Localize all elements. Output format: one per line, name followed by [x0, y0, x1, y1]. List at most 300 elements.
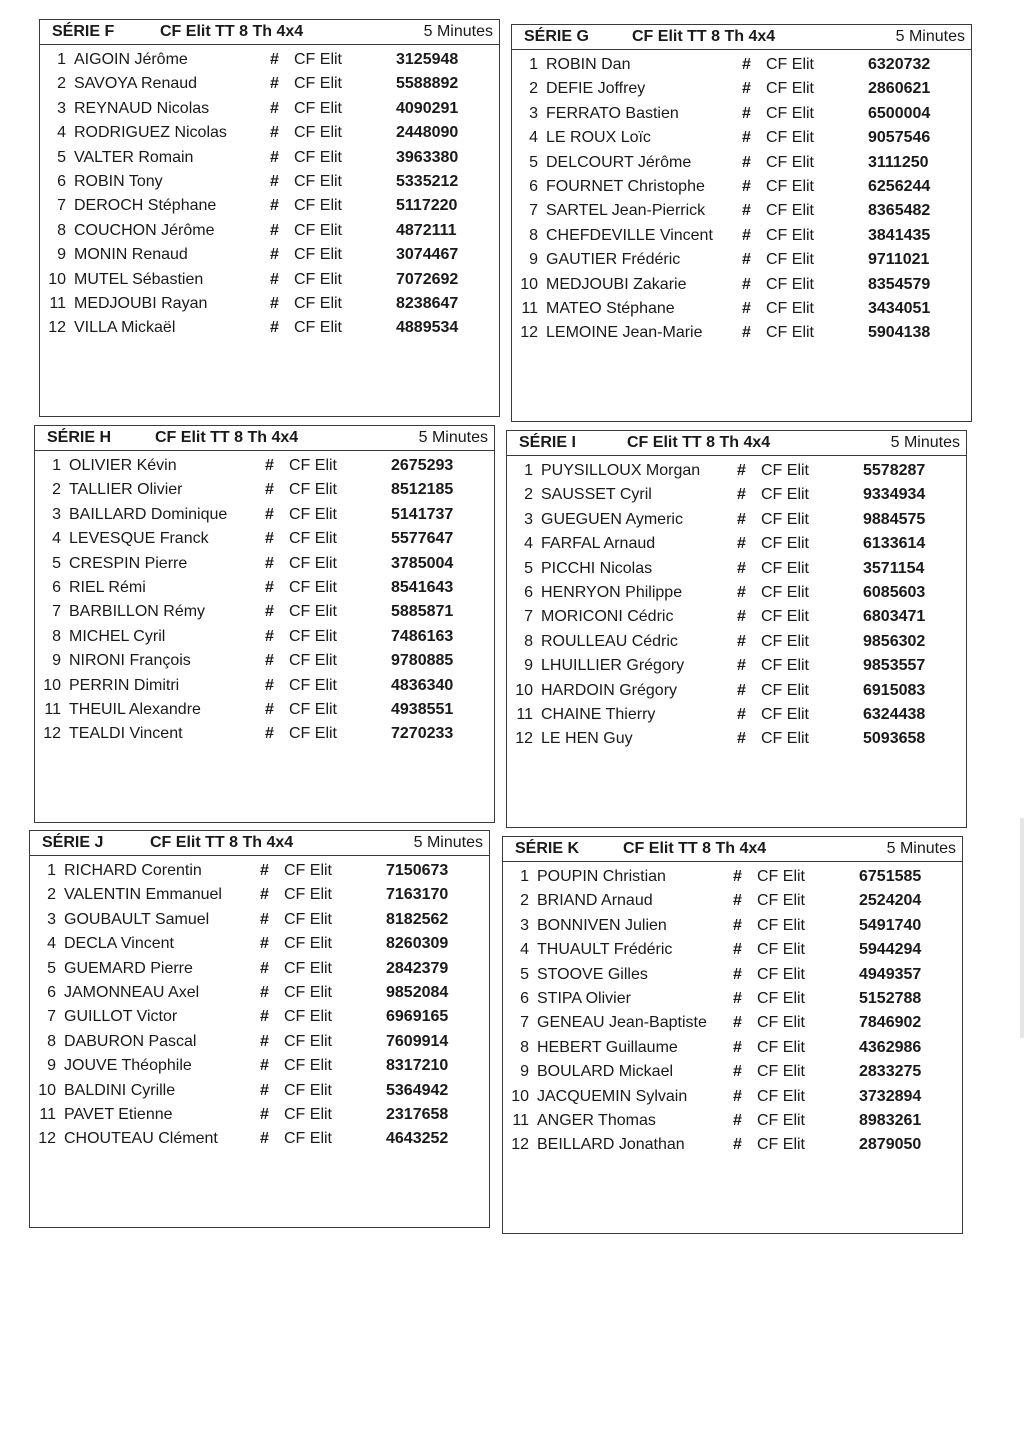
player-license: 7609914: [386, 1032, 449, 1050]
player-hash: #: [737, 632, 746, 650]
player-row: [507, 631, 966, 655]
player-number: 4: [57, 124, 66, 142]
player-club: CF Elit: [757, 1087, 805, 1105]
player-license: 8354579: [868, 275, 931, 293]
player-club: CF Elit: [757, 1038, 805, 1056]
player-name: COUCHON Jérôme: [74, 221, 215, 239]
player-number: 1: [520, 868, 529, 885]
player-license: 9856302: [863, 632, 926, 650]
player-club: CF Elit: [284, 1008, 332, 1026]
player-row: [35, 553, 494, 577]
player-club: CF Elit: [284, 1130, 332, 1148]
player-name: GOUBAULT Samuel: [64, 910, 210, 928]
player-club: CF Elit: [757, 1014, 805, 1032]
player-hash: #: [270, 319, 279, 337]
player-name: MEDJOUBI Rayan: [74, 294, 208, 312]
page-edge-shadow: [1020, 818, 1024, 1038]
player-row: [30, 933, 489, 957]
player-number: 10: [48, 270, 66, 288]
player-number: 4: [47, 935, 56, 953]
player-hash: #: [737, 681, 746, 699]
player-name: JACQUEMIN Sylvain: [537, 1087, 688, 1105]
player-name: THEUIL Alexandre: [69, 700, 201, 718]
player-club: CF Elit: [289, 505, 337, 523]
player-license: 2317658: [386, 1105, 449, 1123]
player-hash: #: [260, 1032, 269, 1050]
series-title: SÉRIE I: [519, 434, 576, 451]
series-duration: 5 Minutes: [886, 840, 956, 857]
player-hash: #: [260, 983, 269, 1001]
player-row: [503, 1086, 962, 1110]
player-hash: #: [742, 129, 751, 147]
player-row: [35, 626, 494, 650]
player-number: 5: [524, 559, 533, 577]
series-box-f: [39, 19, 500, 417]
player-license: 4362986: [859, 1038, 922, 1056]
player-name: HARDOIN Grégory: [541, 681, 678, 699]
player-row: [512, 200, 971, 224]
player-hash: #: [733, 916, 742, 934]
player-hash: #: [260, 1008, 269, 1026]
player-club: CF Elit: [761, 657, 809, 675]
player-number: 5: [529, 153, 538, 171]
player-name: BAILLARD Dominique: [69, 505, 228, 523]
player-name: MICHEL Cyril: [69, 627, 166, 645]
player-number: 4: [524, 535, 533, 553]
player-license: 3963380: [396, 148, 459, 166]
player-row: [503, 964, 962, 988]
player-license: 4949357: [859, 965, 922, 983]
player-license: 5578287: [863, 462, 926, 479]
player-club: CF Elit: [761, 535, 809, 553]
player-hash: #: [265, 578, 274, 596]
player-list: [507, 456, 966, 753]
player-club: CF Elit: [757, 941, 805, 959]
series-box-i: [506, 430, 967, 828]
series-box-g: [511, 24, 972, 422]
player-name: RICHARD Corentin: [64, 862, 202, 879]
player-name: STIPA Olivier: [537, 989, 631, 1007]
player-number: 6: [57, 172, 66, 190]
player-row: [512, 225, 971, 249]
player-license: 9057546: [868, 129, 931, 147]
player-number: 10: [515, 681, 533, 699]
player-row: [512, 78, 971, 102]
player-hash: #: [265, 481, 274, 499]
series-box-j: [29, 830, 490, 1228]
player-hash: #: [742, 251, 751, 269]
player-hash: #: [270, 221, 279, 239]
player-club: CF Elit: [289, 652, 337, 670]
player-hash: #: [742, 324, 751, 342]
player-number: 11: [39, 1105, 56, 1123]
player-hash: #: [265, 530, 274, 548]
player-license: 5944294: [859, 941, 922, 959]
player-number: 4: [52, 530, 61, 548]
player-number: 7: [520, 1014, 529, 1032]
player-row: [40, 122, 499, 146]
player-name: NIRONI François: [69, 652, 191, 670]
player-license: 6320732: [868, 56, 931, 73]
player-number: 3: [529, 104, 538, 122]
player-license: 6751585: [859, 868, 922, 885]
player-club: CF Elit: [284, 1057, 332, 1075]
player-club: CF Elit: [294, 270, 342, 288]
player-number: 11: [49, 294, 66, 312]
player-hash: #: [733, 1111, 742, 1129]
player-club: CF Elit: [284, 959, 332, 977]
player-number: 12: [38, 1130, 56, 1148]
player-hash: #: [737, 559, 746, 577]
player-hash: #: [265, 652, 274, 670]
player-number: 2: [47, 886, 56, 904]
player-row: [30, 958, 489, 982]
player-name: CRESPIN Pierre: [69, 554, 188, 572]
player-hash: #: [260, 1130, 269, 1148]
player-row: [512, 152, 971, 176]
player-club: CF Elit: [289, 603, 337, 621]
player-name: BONNIVEN Julien: [537, 916, 667, 934]
player-license: 4889534: [396, 319, 459, 337]
player-name: FOURNET Christophe: [546, 177, 705, 195]
player-club: CF Elit: [284, 983, 332, 1001]
player-license: 5577647: [391, 530, 454, 548]
player-club: CF Elit: [761, 462, 809, 479]
player-name: LHUILLIER Grégory: [541, 657, 685, 675]
player-club: CF Elit: [757, 965, 805, 983]
player-license: 5491740: [859, 916, 922, 934]
series-title: SÉRIE K: [515, 840, 580, 857]
player-hash: #: [265, 700, 274, 718]
player-hash: #: [733, 965, 742, 983]
player-row: [507, 509, 966, 533]
player-hash: #: [742, 104, 751, 122]
player-hash: #: [742, 80, 751, 98]
player-name: BRIAND Arnaud: [537, 892, 653, 910]
player-club: CF Elit: [289, 530, 337, 548]
player-license: 9853557: [863, 657, 926, 675]
player-row: [507, 484, 966, 508]
player-hash: #: [270, 294, 279, 312]
player-name: DEROCH Stéphane: [74, 197, 217, 215]
player-hash: #: [737, 657, 746, 675]
player-hash: #: [737, 608, 746, 626]
player-name: DELCOURT Jérôme: [546, 153, 692, 171]
player-name: SAUSSET Cyril: [541, 486, 652, 504]
series-category: CF Elit TT 8 Th 4x4: [150, 834, 294, 851]
player-hash: #: [737, 705, 746, 723]
player-license: 5885871: [391, 603, 454, 621]
player-number: 5: [520, 965, 529, 983]
series-header: [503, 837, 962, 862]
player-number: 6: [524, 583, 533, 601]
player-license: 9884575: [863, 510, 926, 528]
player-name: PAVET Etienne: [64, 1105, 173, 1123]
player-club: CF Elit: [761, 510, 809, 528]
player-name: RIEL Rémi: [69, 578, 146, 596]
player-row: [30, 1080, 489, 1104]
series-duration: 5 Minutes: [890, 434, 960, 451]
player-row: [512, 274, 971, 298]
player-club: CF Elit: [289, 700, 337, 718]
player-name: HENRYON Philippe: [541, 583, 683, 601]
player-club: CF Elit: [294, 221, 342, 239]
player-row: [503, 1061, 962, 1085]
player-club: CF Elit: [294, 124, 342, 142]
player-number: 9: [529, 251, 538, 269]
player-hash: #: [742, 202, 751, 220]
player-license: 3125948: [396, 51, 459, 68]
player-license: 4872111: [396, 221, 457, 239]
player-name: DECLA Vincent: [64, 935, 174, 953]
player-name: BEILLARD Jonathan: [537, 1136, 685, 1154]
player-row: [35, 479, 494, 503]
player-hash: #: [733, 941, 742, 959]
player-number: 2: [52, 481, 61, 499]
player-license: 2675293: [391, 457, 454, 474]
player-row: [507, 728, 966, 752]
player-number: 9: [47, 1057, 56, 1075]
player-name: REYNAUD Nicolas: [74, 99, 210, 117]
player-license: 8182562: [386, 910, 449, 928]
series-duration: 5 Minutes: [418, 429, 488, 446]
player-hash: #: [737, 535, 746, 553]
player-hash: #: [737, 510, 746, 528]
player-number: 12: [515, 730, 533, 748]
player-hash: #: [270, 51, 279, 68]
player-row: [512, 127, 971, 151]
player-name: GAUTIER Frédéric: [546, 251, 681, 269]
player-name: LEMOINE Jean-Marie: [546, 324, 703, 342]
player-club: CF Elit: [757, 868, 805, 885]
player-number: 3: [47, 910, 56, 928]
player-hash: #: [265, 554, 274, 572]
player-hash: #: [265, 627, 274, 645]
player-club: CF Elit: [294, 99, 342, 117]
series-title: SÉRIE J: [42, 834, 104, 851]
player-number: 3: [520, 916, 529, 934]
player-name: DEFIE Joffrey: [546, 80, 646, 98]
player-row: [507, 655, 966, 679]
player-name: VALENTIN Emmanuel: [64, 886, 222, 904]
player-hash: #: [733, 989, 742, 1007]
player-club: CF Elit: [766, 226, 814, 244]
player-number: 12: [48, 319, 66, 337]
player-name: ROBIN Dan: [546, 56, 631, 73]
player-number: 1: [529, 56, 538, 73]
player-number: 10: [38, 1081, 56, 1099]
player-club: CF Elit: [284, 910, 332, 928]
player-name: GUEMARD Pierre: [64, 959, 193, 977]
player-hash: #: [270, 246, 279, 264]
player-number: 9: [520, 1063, 529, 1081]
player-row: [35, 601, 494, 625]
player-license: 5093658: [863, 730, 926, 748]
player-number: 11: [44, 700, 61, 718]
player-name: CHAINE Thierry: [541, 705, 656, 723]
player-row: [30, 1031, 489, 1055]
player-number: 3: [52, 505, 61, 523]
player-number: 11: [516, 705, 533, 723]
player-club: CF Elit: [766, 80, 814, 98]
player-license: 7150673: [386, 862, 449, 879]
player-row: [512, 249, 971, 273]
player-name: OLIVIER Kévin: [69, 457, 177, 474]
player-row: [503, 866, 962, 890]
player-row: [503, 1110, 962, 1134]
player-license: 5904138: [868, 324, 931, 342]
player-name: JAMONNEAU Axel: [64, 983, 200, 1001]
player-name: LEVESQUE Franck: [69, 530, 209, 548]
player-number: 11: [521, 299, 538, 317]
player-row: [503, 915, 962, 939]
player-row: [35, 723, 494, 747]
player-club: CF Elit: [294, 197, 342, 215]
player-number: 7: [529, 202, 538, 220]
player-hash: #: [270, 99, 279, 117]
player-row: [40, 293, 499, 317]
player-club: CF Elit: [757, 916, 805, 934]
player-number: 12: [511, 1136, 529, 1154]
player-row: [40, 220, 499, 244]
player-hash: #: [733, 868, 742, 885]
player-name: PICCHI Nicolas: [541, 559, 653, 577]
player-license: 3434051: [868, 299, 931, 317]
player-row: [503, 988, 962, 1012]
player-number: 3: [524, 510, 533, 528]
player-name: LE HEN Guy: [541, 730, 633, 748]
series-title: SÉRIE H: [47, 429, 112, 446]
player-hash: #: [742, 153, 751, 171]
player-license: 3571154: [863, 559, 925, 577]
player-name: VALTER Romain: [74, 148, 194, 166]
player-number: 3: [57, 99, 66, 117]
player-license: 3785004: [391, 554, 454, 572]
player-club: CF Elit: [761, 681, 809, 699]
player-license: 2448090: [396, 124, 459, 142]
player-club: CF Elit: [766, 56, 814, 73]
player-license: 9852084: [386, 983, 449, 1001]
player-name: MONIN Renaud: [74, 246, 188, 264]
player-hash: #: [733, 892, 742, 910]
player-number: 11: [512, 1111, 529, 1129]
player-club: CF Elit: [761, 559, 809, 577]
player-club: CF Elit: [757, 1111, 805, 1129]
player-name: MUTEL Sébastien: [74, 270, 204, 288]
player-club: CF Elit: [289, 676, 337, 694]
player-hash: #: [265, 725, 274, 743]
player-number: 12: [520, 324, 538, 342]
series-header: [30, 831, 489, 856]
player-name: CHOUTEAU Clément: [64, 1130, 218, 1148]
player-name: PERRIN Dimitri: [69, 676, 180, 694]
player-hash: #: [260, 959, 269, 977]
player-license: 8512185: [391, 481, 454, 499]
player-number: 5: [47, 959, 56, 977]
player-number: 8: [52, 627, 61, 645]
player-license: 8317210: [386, 1057, 449, 1075]
series-category: CF Elit TT 8 Th 4x4: [155, 429, 299, 446]
player-club: CF Elit: [284, 1081, 332, 1099]
player-row: [512, 54, 971, 78]
player-list: [512, 50, 971, 347]
player-license: 9334934: [863, 486, 926, 504]
player-row: [40, 244, 499, 268]
player-club: CF Elit: [766, 153, 814, 171]
player-row: [35, 650, 494, 674]
player-hash: #: [733, 1087, 742, 1105]
player-license: 4836340: [391, 676, 454, 694]
player-license: 6085603: [863, 583, 926, 601]
player-club: CF Elit: [757, 892, 805, 910]
player-license: 2860621: [868, 80, 931, 98]
player-club: CF Elit: [757, 1063, 805, 1081]
player-row: [507, 704, 966, 728]
player-license: 6324438: [863, 705, 926, 723]
player-license: 2833275: [859, 1063, 922, 1081]
player-row: [503, 890, 962, 914]
player-name: GUEGUEN Aymeric: [541, 510, 683, 528]
series-title: SÉRIE F: [52, 23, 115, 40]
player-license: 3841435: [868, 226, 931, 244]
player-license: 5141737: [391, 505, 454, 523]
player-row: [35, 577, 494, 601]
player-license: 4938551: [391, 700, 454, 718]
player-hash: #: [270, 148, 279, 166]
player-row: [40, 73, 499, 97]
player-hash: #: [737, 486, 746, 504]
player-club: CF Elit: [289, 457, 337, 474]
player-row: [507, 606, 966, 630]
player-name: BALDINI Cyrille: [64, 1081, 176, 1099]
player-club: CF Elit: [766, 177, 814, 195]
player-row: [512, 103, 971, 127]
series-header: [40, 20, 499, 45]
player-license: 5152788: [859, 989, 922, 1007]
player-name: CHEFDEVILLE Vincent: [546, 226, 713, 244]
player-license: 5335212: [396, 172, 459, 190]
player-club: CF Elit: [761, 705, 809, 723]
player-club: CF Elit: [294, 319, 342, 337]
player-license: 8541643: [391, 578, 454, 596]
player-license: 6969165: [386, 1008, 449, 1026]
player-name: SARTEL Jean-Pierrick: [546, 202, 706, 220]
player-club: CF Elit: [289, 627, 337, 645]
player-name: PUYSILLOUX Morgan: [541, 462, 701, 479]
player-license: 7270233: [391, 725, 454, 743]
player-hash: #: [737, 730, 746, 748]
player-row: [30, 884, 489, 908]
player-number: 1: [52, 457, 61, 474]
player-row: [40, 171, 499, 195]
player-license: 6256244: [868, 177, 931, 195]
player-club: CF Elit: [294, 294, 342, 312]
player-row: [35, 675, 494, 699]
player-number: 2: [57, 75, 66, 93]
player-name: THUAULT Frédéric: [537, 941, 673, 959]
player-hash: #: [260, 910, 269, 928]
player-club: CF Elit: [761, 608, 809, 626]
player-row: [507, 533, 966, 557]
player-hash: #: [742, 275, 751, 293]
player-hash: #: [270, 172, 279, 190]
player-club: CF Elit: [761, 583, 809, 601]
player-name: BOULARD Mickael: [537, 1063, 674, 1081]
player-name: VILLA Mickaël: [74, 319, 176, 337]
player-license: 3732894: [859, 1087, 922, 1105]
player-license: 5364942: [386, 1081, 449, 1099]
player-license: 4090291: [396, 99, 459, 117]
